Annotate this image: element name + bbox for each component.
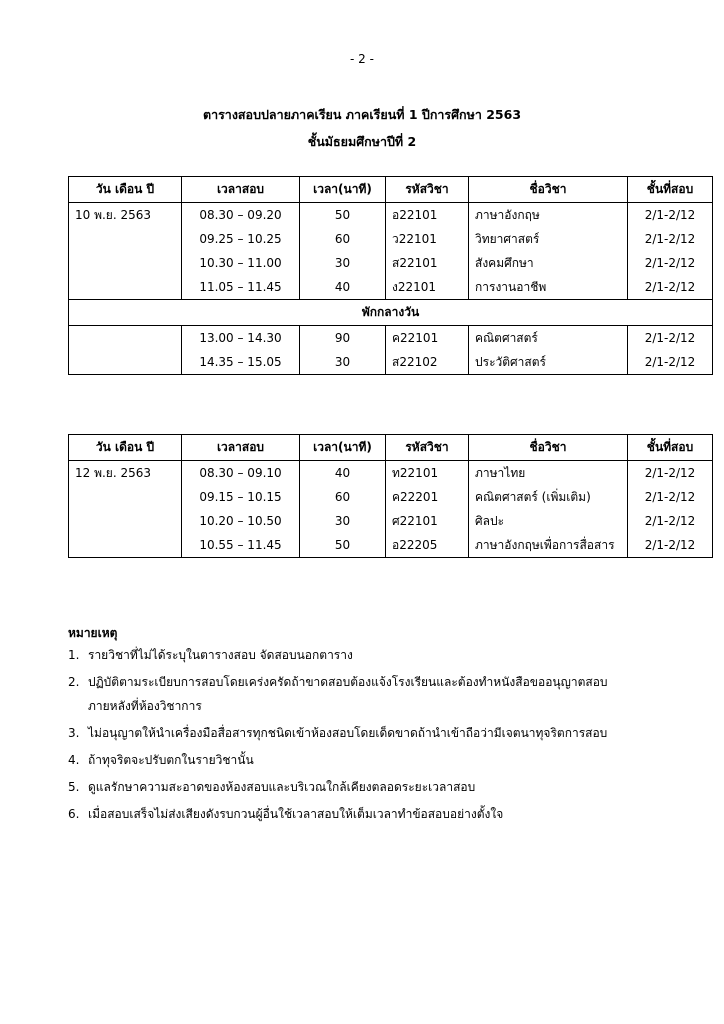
table-header-row	[69, 177, 713, 203]
note-text: ไม่อนุญาตให้นำเครื่องมือสื่อสารทุกชนิดเข้าห้องสอบโดยเด็ดขาดถ้านำเข้าถือว่ามีเจตนาทุจริตการสอบ	[88, 726, 608, 740]
exam-date-empty	[69, 350, 182, 375]
schedule-title: ตารางสอบปลายภาคเรียน ภาคเรียนที่ 1 ปีการศึกษา 2563	[202, 107, 522, 122]
table-row	[69, 251, 713, 275]
subject-name: คณิตศาสตร์	[469, 326, 628, 351]
subject-name: ภาษาไทย	[469, 461, 628, 486]
header-subject: ชื่อวิชา	[469, 435, 628, 461]
table-row	[69, 461, 713, 486]
header-code: รหัสวิชา	[386, 177, 469, 203]
exam-table-day2	[68, 434, 713, 558]
note-text: ดูแลรักษาความสะอาดของห้องสอบและบริเวณใกล้เคียงตลอดระยะเวลาสอบ	[88, 780, 476, 794]
subject-code: ง22101	[386, 275, 469, 300]
note-text-continued: ภายหลังที่ห้องวิชาการ	[88, 699, 202, 713]
note-number: 5.	[68, 780, 80, 794]
note-text: เมื่อสอบเสร็จไม่ส่งเสียงดังรบกวนผู้อื่นใช้เวลาสอบให้เต็มเวลาทำข้อสอบอย่างตั้งใจ	[88, 807, 504, 821]
exam-minutes: 50	[300, 533, 386, 558]
exam-room: 2/1-2/12	[628, 251, 713, 275]
exam-room: 2/1-2/12	[628, 203, 713, 228]
header-room: ชั้นที่สอบ	[628, 435, 713, 461]
table-row	[69, 350, 713, 375]
list-item	[68, 670, 668, 718]
subject-name: ภาษาอังกฤษ	[469, 203, 628, 228]
subject-code: ท22101	[386, 461, 469, 486]
table-row	[69, 227, 713, 251]
list-item	[68, 748, 668, 772]
exam-date-empty	[69, 533, 182, 558]
subject-code: ว22101	[386, 227, 469, 251]
subject-name: ภาษาอังกฤษเพื่อการสื่อสาร	[469, 533, 628, 558]
exam-date-empty	[69, 251, 182, 275]
exam-room: 2/1-2/12	[628, 533, 713, 558]
header-minutes: เวลา(นาที)	[300, 177, 386, 203]
grade-level-title: ชั้นมัธยมศึกษาปีที่ 2	[307, 134, 417, 149]
exam-table-day1	[68, 176, 713, 375]
subject-code: อ22101	[386, 203, 469, 228]
exam-room: 2/1-2/12	[628, 509, 713, 533]
exam-room: 2/1-2/12	[628, 326, 713, 351]
table-row	[69, 275, 713, 300]
exam-time: 13.00 – 14.30	[182, 326, 300, 351]
header-room: ชั้นที่สอบ	[628, 177, 713, 203]
note-text: ถ้าทุจริตจะปรับตกในรายวิชานั้น	[88, 753, 254, 767]
note-text: รายวิชาที่ไม่ได้ระบุในตารางสอบ จัดสอบนอกตาราง	[88, 648, 353, 662]
subject-code: ส22102	[386, 350, 469, 375]
header-time: เวลาสอบ	[182, 177, 300, 203]
exam-time: 14.35 – 15.05	[182, 350, 300, 375]
page-number: - 2 -	[350, 52, 374, 66]
table-header-row	[69, 435, 713, 461]
exam-date-empty	[69, 326, 182, 351]
note-number: 6.	[68, 807, 80, 821]
header-code: รหัสวิชา	[386, 435, 469, 461]
lunch-break-label: พักกลางวัน	[69, 300, 713, 326]
subject-code: อ22205	[386, 533, 469, 558]
exam-date: 12 พ.ย. 2563	[69, 461, 182, 486]
exam-time: 09.15 – 10.15	[182, 485, 300, 509]
exam-minutes: 30	[300, 350, 386, 375]
exam-time: 10.55 – 11.45	[182, 533, 300, 558]
subject-code: ศ22101	[386, 509, 469, 533]
subject-name: ศิลปะ	[469, 509, 628, 533]
exam-minutes: 30	[300, 509, 386, 533]
header-date: วัน เดือน ปี	[69, 177, 182, 203]
exam-date-empty	[69, 509, 182, 533]
list-item	[68, 721, 668, 745]
note-number: 4.	[68, 753, 80, 767]
exam-minutes: 60	[300, 485, 386, 509]
list-item	[68, 802, 668, 826]
subject-name: ประวัติศาสตร์	[469, 350, 628, 375]
note-number: 1.	[68, 648, 80, 662]
header-date: วัน เดือน ปี	[69, 435, 182, 461]
exam-room: 2/1-2/12	[628, 485, 713, 509]
exam-time: 09.25 – 10.25	[182, 227, 300, 251]
table-row	[69, 509, 713, 533]
exam-room: 2/1-2/12	[628, 461, 713, 486]
exam-room: 2/1-2/12	[628, 275, 713, 300]
subject-name: คณิตศาสตร์ (เพิ่มเติม)	[469, 485, 628, 509]
exam-date-empty	[69, 275, 182, 300]
exam-minutes: 60	[300, 227, 386, 251]
subject-code: ค22201	[386, 485, 469, 509]
header-subject: ชื่อวิชา	[469, 177, 628, 203]
table-row	[69, 326, 713, 351]
table-row	[69, 485, 713, 509]
exam-minutes: 40	[300, 275, 386, 300]
exam-date-empty	[69, 227, 182, 251]
exam-room: 2/1-2/12	[628, 350, 713, 375]
subject-code: ค22101	[386, 326, 469, 351]
exam-minutes: 50	[300, 203, 386, 228]
header-time: เวลาสอบ	[182, 435, 300, 461]
exam-time: 08.30 – 09.20	[182, 203, 300, 228]
exam-room: 2/1-2/12	[628, 227, 713, 251]
exam-date: 10 พ.ย. 2563	[69, 203, 182, 228]
exam-minutes: 40	[300, 461, 386, 486]
table-row	[69, 533, 713, 558]
notes-list	[68, 643, 668, 829]
table-row	[69, 203, 713, 228]
exam-time: 10.20 – 10.50	[182, 509, 300, 533]
lunch-break-row	[69, 300, 713, 326]
subject-name: การงานอาชีพ	[469, 275, 628, 300]
exam-time: 10.30 – 11.00	[182, 251, 300, 275]
list-item	[68, 643, 668, 667]
note-number: 2.	[68, 675, 80, 689]
list-item	[68, 775, 668, 799]
header-minutes: เวลา(นาที)	[300, 435, 386, 461]
notes-heading: หมายเหตุ	[68, 626, 118, 640]
note-text: ปฏิบัติตามระเบียบการสอบโดยเคร่งครัดถ้าขาดสอบต้องแจ้งโรงเรียนและต้องทำหนังสือขออนุญาตสอบ	[88, 675, 608, 689]
subject-name: วิทยาศาสตร์	[469, 227, 628, 251]
exam-date-empty	[69, 485, 182, 509]
subject-code: ส22101	[386, 251, 469, 275]
exam-time: 08.30 – 09.10	[182, 461, 300, 486]
exam-minutes: 30	[300, 251, 386, 275]
subject-name: สังคมศึกษา	[469, 251, 628, 275]
exam-time: 11.05 – 11.45	[182, 275, 300, 300]
exam-minutes: 90	[300, 326, 386, 351]
note-number: 3.	[68, 726, 80, 740]
